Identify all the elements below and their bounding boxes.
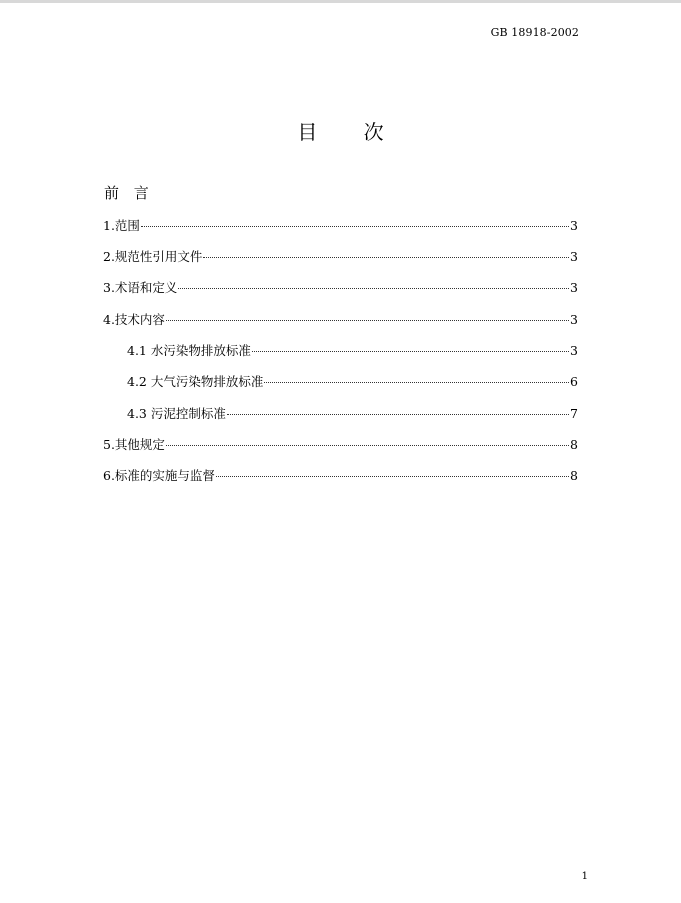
page-number: 1 bbox=[581, 871, 588, 882]
toc-entry-page: 3 bbox=[570, 312, 578, 327]
toc-leader-dots bbox=[227, 414, 569, 415]
toc-leader-dots bbox=[141, 226, 569, 227]
toc-entry[interactable] bbox=[103, 249, 578, 265]
toc-entry-label: 4.技术内容 bbox=[103, 312, 165, 327]
toc-entry[interactable] bbox=[103, 437, 578, 453]
toc-entry-page: 3 bbox=[570, 218, 578, 233]
toc-leader-dots bbox=[252, 351, 569, 352]
toc-entry[interactable] bbox=[103, 312, 578, 328]
toc-entry-label: 6.标准的实施与监督 bbox=[103, 468, 215, 483]
toc-leader-dots bbox=[203, 257, 569, 258]
toc-leader-dots bbox=[216, 476, 569, 477]
toc-leader-dots bbox=[166, 445, 569, 446]
toc-entry-page: 8 bbox=[570, 437, 578, 452]
toc-entry-page: 3 bbox=[570, 249, 578, 264]
toc-entry-label: 3.术语和定义 bbox=[103, 280, 178, 295]
toc-entry-label: 1.范围 bbox=[103, 218, 140, 233]
toc-entry-page: 8 bbox=[570, 468, 578, 483]
toc-leader-dots bbox=[264, 382, 569, 383]
toc-leader-dots bbox=[178, 288, 569, 289]
toc-entry[interactable] bbox=[103, 280, 578, 296]
toc-entry-page: 6 bbox=[570, 374, 578, 389]
document-code: GB 18918-2002 bbox=[490, 26, 579, 39]
toc-entry-label: 4.2 大气污染物排放标准 bbox=[127, 374, 264, 389]
top-divider bbox=[0, 0, 681, 3]
toc-entry-label: 4.3 污泥控制标准 bbox=[127, 406, 226, 421]
toc-entry-label: 2.规范性引用文件 bbox=[103, 249, 203, 264]
toc-subentry[interactable] bbox=[127, 406, 578, 422]
toc-entry-page: 3 bbox=[570, 343, 578, 358]
toc-title: 目 次 bbox=[297, 120, 404, 144]
toc-entry[interactable] bbox=[103, 468, 578, 484]
toc-entry-page: 3 bbox=[570, 280, 578, 295]
toc-leader-dots bbox=[166, 320, 569, 321]
toc-entry-page: 7 bbox=[570, 406, 578, 421]
toc-subentry[interactable] bbox=[127, 374, 578, 390]
toc-preface: 前 言 bbox=[104, 184, 154, 202]
toc-subentry[interactable] bbox=[127, 343, 578, 359]
toc-entry-label: 4.1 水污染物排放标准 bbox=[127, 343, 251, 358]
toc-entry-label: 5.其他规定 bbox=[103, 437, 165, 452]
toc-entry[interactable] bbox=[103, 218, 578, 234]
